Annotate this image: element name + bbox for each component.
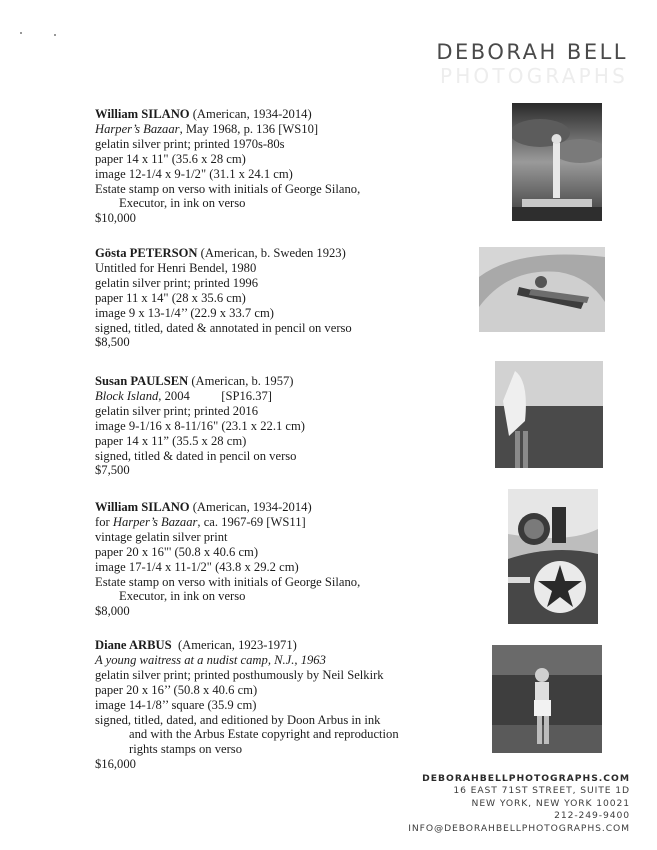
artwork-thumbnail bbox=[492, 645, 602, 753]
work-title: A young waitress at a nudist camp, N.J., 1963 bbox=[95, 652, 326, 667]
artist-name: Susan PAULSEN bbox=[95, 374, 189, 388]
price: $8,000 bbox=[95, 604, 130, 619]
detail-line: gelatin silver print; printed posthumously by Neil Selkirk bbox=[95, 667, 384, 682]
detail-line: rights stamps on verso bbox=[129, 742, 242, 757]
detail-line: signed, titled, dated, and editioned by Doon Arbus in ink bbox=[95, 712, 381, 727]
detail-line: paper 11 x 14" (28 x 35.6 cm) bbox=[95, 290, 246, 305]
artist-info: (American, b. 1957) bbox=[188, 374, 294, 388]
detail-line: image 9-1/16 x 8-11/16" (23.1 x 22.1 cm) bbox=[95, 418, 305, 433]
detail-line: signed, titled & dated in pencil on verso bbox=[95, 448, 297, 463]
detail-line: Estate stamp on verso with initials of George Silano, bbox=[95, 181, 361, 196]
artwork-thumbnail bbox=[479, 247, 605, 332]
catalog-entry bbox=[95, 500, 360, 619]
artist-info: (American, 1923-1971) bbox=[171, 638, 297, 652]
catalog-entry bbox=[95, 246, 352, 350]
artwork-thumbnail bbox=[512, 103, 602, 221]
work-title-rest: 2004 [SP16.37] bbox=[161, 388, 273, 403]
detail-line: and with the Arbus Estate copyright and reproduction bbox=[129, 727, 399, 742]
detail-line: vintage gelatin silver print bbox=[95, 529, 228, 544]
detail-line: gelatin silver print; printed 1970s-80s bbox=[95, 136, 285, 151]
address-line: 16 EAST 71ST STREET, SUITE 1D bbox=[453, 785, 630, 797]
phone-number: 212-249-9400 bbox=[554, 810, 630, 822]
address-line: NEW YORK, NEW YORK 10021 bbox=[471, 797, 630, 809]
detail-line: Estate stamp on verso with initials of George Silano, bbox=[95, 574, 361, 589]
catalog-entry bbox=[95, 374, 305, 478]
work-title: Untitled for Henri Bendel, 1980 bbox=[95, 260, 257, 275]
artist-info: (American, 1934-2014) bbox=[189, 107, 312, 121]
catalog-entry bbox=[95, 638, 399, 772]
detail-line: image 9 x 13-1/4’’ (22.9 x 33.7 cm) bbox=[95, 305, 274, 320]
detail-line: gelatin silver print; printed 1996 bbox=[95, 275, 258, 290]
artist-name: Diane ARBUS bbox=[95, 638, 172, 652]
detail-line: paper 14 x 11” (35.5 x 28 cm) bbox=[95, 433, 247, 448]
artist-name: Gösta PETERSON bbox=[95, 246, 198, 260]
price: $16,000 bbox=[95, 757, 136, 772]
artist-info: (American, 1934-2014) bbox=[189, 500, 312, 514]
artist-info: (American, b. Sweden 1923) bbox=[197, 246, 346, 260]
price: $7,500 bbox=[95, 463, 130, 478]
detail-line: gelatin silver print; printed 2016 bbox=[95, 403, 258, 418]
work-title: Harper’s Bazaar bbox=[95, 121, 180, 136]
catalog-entry bbox=[95, 107, 360, 226]
letterhead bbox=[436, 40, 628, 87]
work-title: Block Island, bbox=[95, 388, 162, 403]
work-title-rest: , ca. 1967-69 [WS11] bbox=[197, 514, 306, 529]
work-title-prefix: for bbox=[95, 514, 113, 529]
artist-name: William SILANO bbox=[95, 107, 190, 121]
price: $8,500 bbox=[95, 335, 130, 350]
detail-line: paper 20 x 16"' (50.8 x 40.6 cm) bbox=[95, 544, 259, 559]
scan-speck bbox=[54, 34, 56, 36]
website-link[interactable]: DEBORAHBELLPHOTOGRAPHS.COM bbox=[422, 773, 630, 784]
detail-line: paper 14 x 11" (35.6 x 28 cm) bbox=[95, 151, 246, 166]
price: $10,000 bbox=[95, 211, 136, 226]
work-title: Harper’s Bazaar bbox=[112, 514, 198, 529]
brand-subtitle: PHOTOGRAPHS bbox=[439, 64, 628, 88]
email-link[interactable]: INFO@DEBORAHBELLPHOTOGRAPHS.COM bbox=[408, 822, 630, 834]
artwork-thumbnail bbox=[508, 489, 598, 624]
contact-footer bbox=[408, 773, 630, 835]
detail-line: signed, titled, dated & annotated in pencil on verso bbox=[95, 320, 352, 335]
brand-name: DEBORAH BELL bbox=[436, 40, 628, 64]
detail-line: Executor, in ink on verso bbox=[119, 196, 246, 211]
artwork-thumbnail bbox=[495, 361, 603, 468]
detail-line: image 12-1/4 x 9-1/2" (31.1 x 24.1 cm) bbox=[95, 166, 293, 181]
detail-line: Executor, in ink on verso bbox=[119, 589, 246, 604]
detail-line: image 14-1/8’’ square (35.9 cm) bbox=[95, 697, 257, 712]
artist-name: William SILANO bbox=[95, 500, 190, 514]
scan-speck bbox=[20, 32, 22, 34]
detail-line: paper 20 x 16’’ (50.8 x 40.6 cm) bbox=[95, 682, 258, 697]
work-title-rest: , May 1968, p. 136 [WS10] bbox=[179, 121, 319, 136]
detail-line: image 17-1/4 x 11-1/2" (43.8 x 29.2 cm) bbox=[95, 559, 299, 574]
